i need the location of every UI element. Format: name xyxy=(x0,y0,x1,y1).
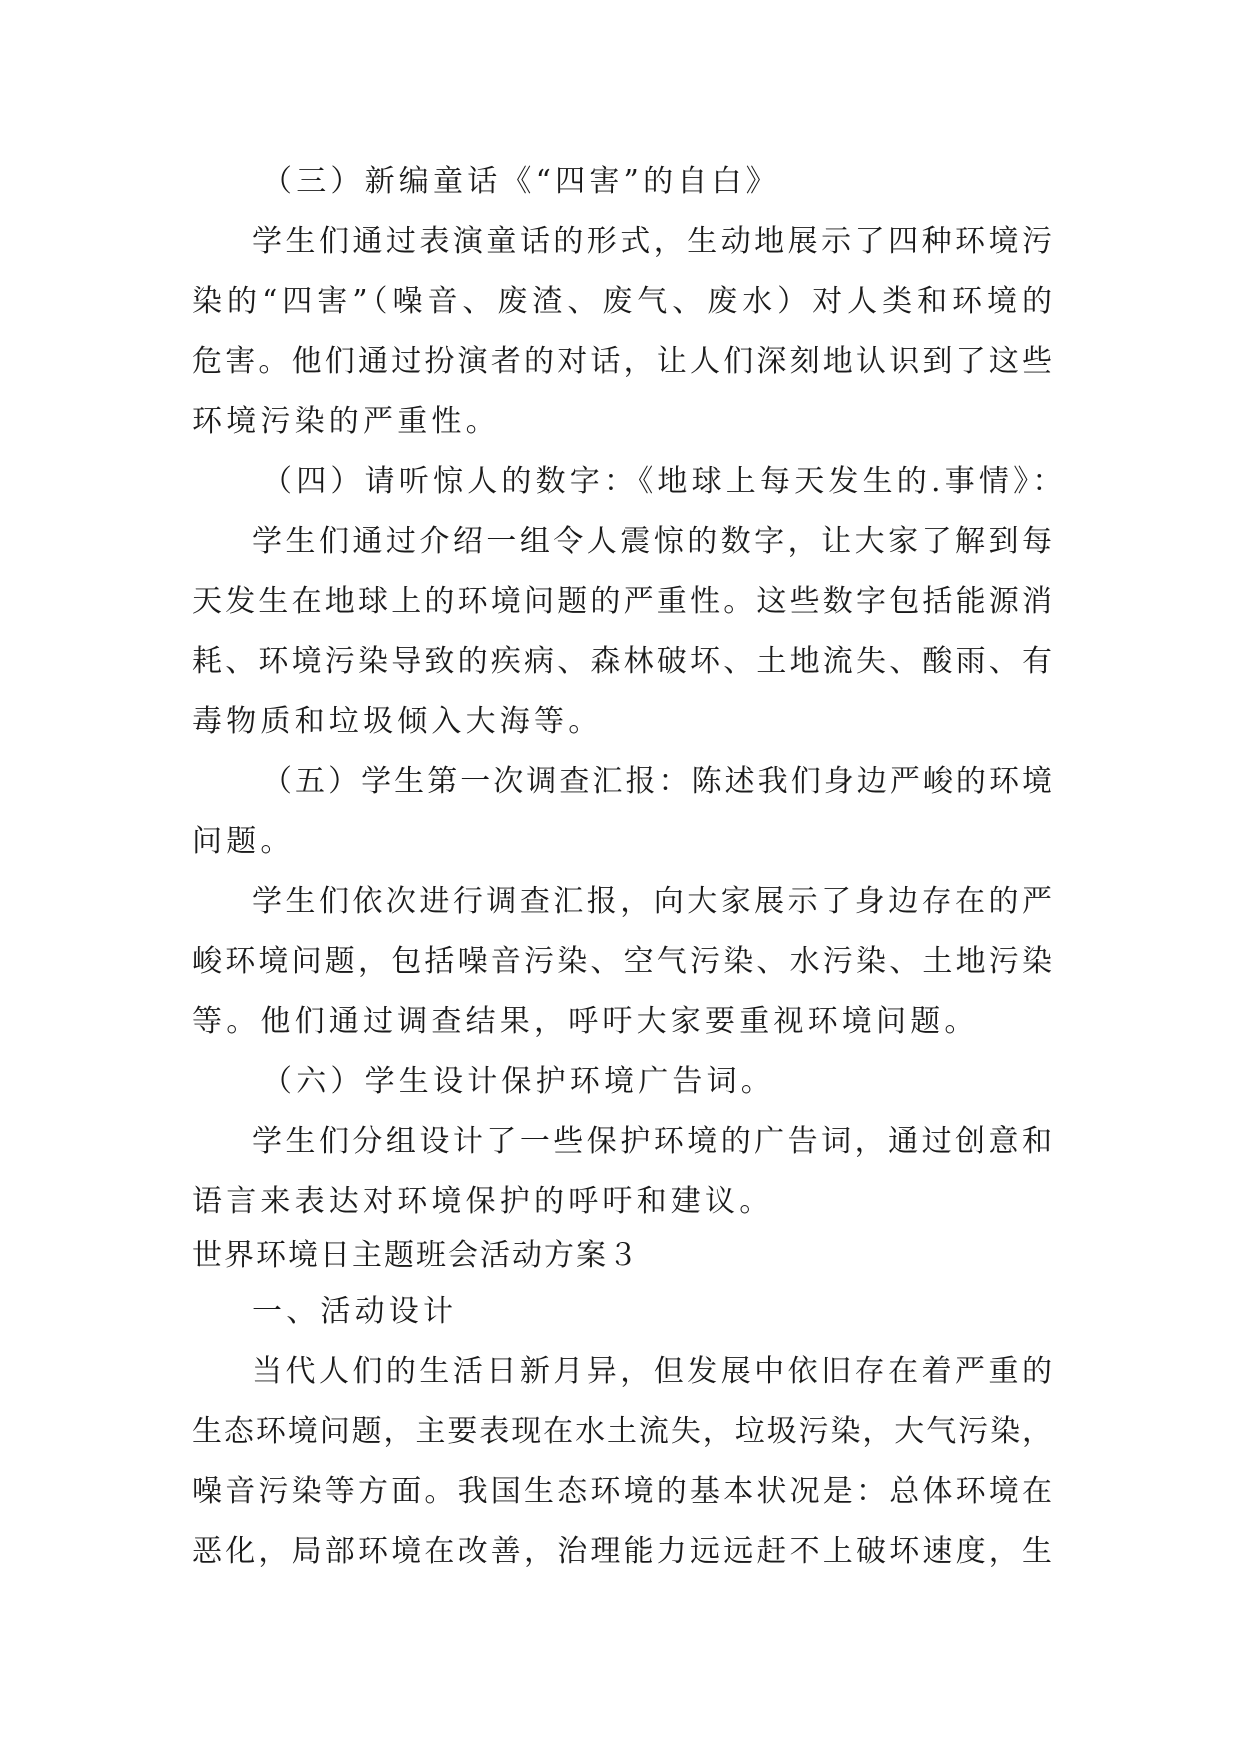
paragraph-line: 语言来表达对环境保护的呼吁和建议。 xyxy=(192,1184,774,1219)
section-heading-6: （六）学生设计保护环境广告词。 xyxy=(262,1064,775,1099)
paragraph-line: 学生们通过表演童话的形式，生动地展示了四种环境污 xyxy=(252,224,1052,259)
paragraph-line: 生态环境问题，主要表现在水土流失，垃圾污染，大气污染， xyxy=(192,1414,1052,1449)
subsection-heading: 一、活动设计 xyxy=(252,1294,458,1329)
document-section-title: 世界环境日主题班会活动方案３ xyxy=(192,1238,640,1273)
paragraph-line: 染的“四害”（噪音、废渣、废气、废水）对人类和环境的 xyxy=(192,284,1052,319)
paragraph-line: 恶化，局部环境在改善，治理能力远远赶不上破坏速度，生 xyxy=(192,1534,1052,1569)
section-heading-5-continued: 问题。 xyxy=(192,824,295,859)
paragraph-line: 耗、环境污染导致的疾病、森林破坏、土地流失、酸雨、有 xyxy=(192,644,1052,679)
section-heading-5: （五）学生第一次调查汇报：陈述我们身边严峻的环境 xyxy=(262,764,1052,799)
paragraph-line: 等。他们通过调查结果，呼吁大家要重视环境问题。 xyxy=(192,1004,979,1039)
paragraph-line: 学生们依次进行调查汇报，向大家展示了身边存在的严 xyxy=(252,884,1052,919)
paragraph-line: 环境污染的严重性。 xyxy=(192,404,500,439)
paragraph-line: 天发生在地球上的环境问题的严重性。这些数字包括能源消 xyxy=(192,584,1052,619)
paragraph-line: 峻环境问题，包括噪音污染、空气污染、水污染、土地污染 xyxy=(192,944,1052,979)
paragraph-line: 噪音污染等方面。我国生态环境的基本状况是：总体环境在 xyxy=(192,1474,1052,1509)
paragraph-line: 危害。他们通过扮演者的对话，让人们深刻地认识到了这些 xyxy=(192,344,1052,379)
section-heading-3: （三）新编童话《“四害”的自白》 xyxy=(262,164,780,199)
paragraph-line: 当代人们的生活日新月异，但发展中依旧存在着严重的 xyxy=(252,1354,1052,1389)
paragraph-line: 毒物质和垃圾倾入大海等。 xyxy=(192,704,603,739)
paragraph-line: 学生们分组设计了一些保护环境的广告词，通过创意和 xyxy=(252,1124,1052,1159)
section-heading-4: （四）请听惊人的数字：《地球上每天发生的.事情》： xyxy=(262,464,1067,499)
paragraph-line: 学生们通过介绍一组令人震惊的数字，让大家了解到每 xyxy=(252,524,1052,559)
